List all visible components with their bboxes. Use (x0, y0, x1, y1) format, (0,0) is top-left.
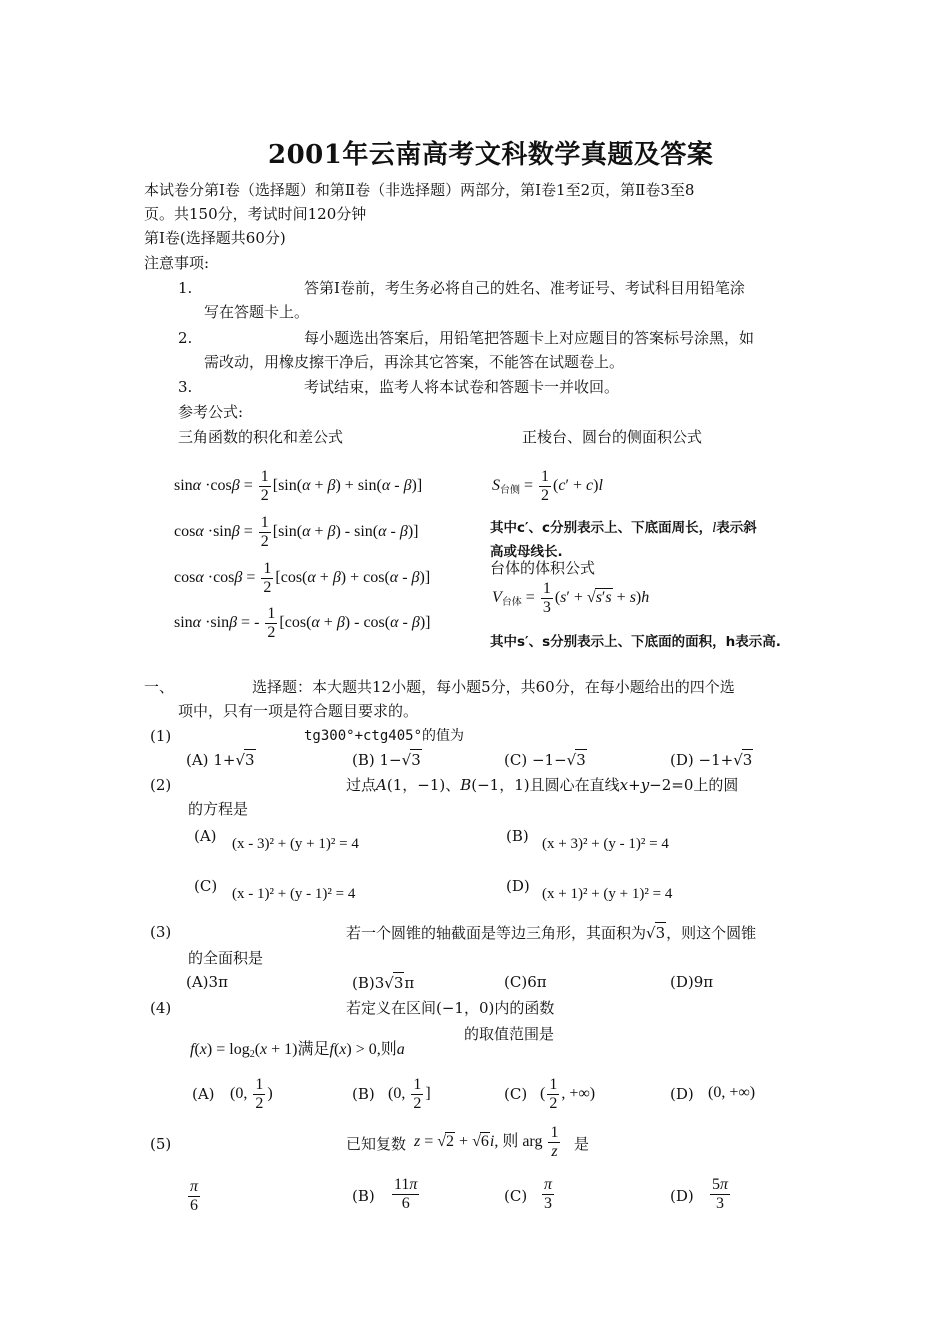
option-c-value: $\frac{\pi}{3}$ (544, 1176, 553, 1212)
side-area-subscript: 台侧 (500, 485, 520, 497)
stem-text: (−1，1)且圆心在直线 (471, 776, 620, 794)
var-y: y (640, 776, 650, 794)
option-a: (A) 1+√3 (186, 751, 255, 769)
volume-title: 台体的体积公式 (490, 559, 596, 577)
radicand: 3 (411, 751, 421, 769)
note-text: 考试结束，监考人将本试卷和答题卡一并收回。 (304, 378, 620, 396)
option-label: (B) (352, 1085, 375, 1103)
point-a: A (376, 776, 387, 794)
slant-symbol: l (712, 520, 717, 536)
option-b: (B)3√3π (352, 974, 415, 992)
option-text: 6π (527, 973, 547, 991)
option-b-value: $\frac{11\pi}{6}$ (394, 1176, 418, 1212)
question-stem (346, 775, 738, 795)
trig-formula-3: cosα ·cosβ = $\frac{1}{2}$ [cos(α + β) + cos(α - β)] (174, 560, 431, 596)
option-d-formula: (x + 1)² + (y + 1)² = 4 (542, 886, 673, 902)
option-b: (B) 1−√3 (352, 751, 421, 769)
var-x: x (619, 776, 629, 794)
question-number: (1) (150, 727, 172, 745)
option-label: (B) (506, 827, 529, 845)
side-area-note-2: 高或母线长. (490, 544, 563, 560)
option-label: (A) (194, 827, 217, 845)
option-c (504, 972, 547, 992)
part-instructions: 选择题：本大题共12小题，每小题5分，共60分，在每小题给出的四个选 (252, 678, 735, 696)
volume-formula: $V_{台体}$ = $\frac{1}{3}$ (s′ + √s′s + s)h (492, 580, 650, 616)
trig-formula-2: cosα ·sinβ = $\frac{1}{2}$ [sin(α + β) - sin(α - β)] (174, 514, 419, 550)
side-area-note-text: 表示斜 (716, 520, 757, 536)
option-b-formula: (x + 3)² + (y - 1)² = 4 (542, 836, 669, 852)
question-stem: 若一个圆锥的轴截面是等边三角形，其面积为√3，则这个圆锥 (346, 924, 757, 942)
option-a-formula: (x - 3)² + (y + 1)² = 4 (232, 836, 359, 852)
option-label: (C) (504, 1187, 528, 1205)
option-a-value: $\frac{\pi}{6}$ (190, 1178, 199, 1214)
volume-note: 其中s′、s分别表示上、下底面的面积，h表示高. (490, 634, 781, 650)
option-label: (B) (352, 1187, 375, 1205)
trig-formula-4: sinα ·sinβ = - $\frac{1}{2}$ [cos(α + β) - cos(α - β)] (174, 605, 431, 641)
note-text: 需改动，用橡皮擦干净后，再涂其它答案，不能答在试题卷上。 (204, 353, 625, 371)
side-area-note-text: 其中c′、c分别表示上、下底面周长， (490, 520, 713, 536)
point-b: B (460, 776, 472, 794)
radicand: 3 (655, 924, 666, 942)
option-text: 3π (208, 973, 228, 991)
option-label: (C) (194, 877, 218, 895)
function-condition: $f(x) = \log_2(x + 1)$满足f(x) > 0,则a (190, 1041, 405, 1060)
page-title: 2001年云南高考文科数学真题及答案 (268, 140, 714, 170)
question-stem: tg300°+ctg405°的值为 (304, 728, 465, 744)
option-c: (C) −1−√3 (504, 751, 586, 769)
option-a-interval: (0, $\frac{1}{2}$ ) (230, 1076, 273, 1112)
note-text: 答第Ⅰ卷前，考生务必将自己的姓名、准考证号、考试科目用铅笔涂 (304, 279, 745, 297)
notes-title: 注意事项: (144, 254, 210, 272)
option-label: (A) (186, 973, 209, 991)
intro-line-1: 本试卷分第Ⅰ卷（选择题）和第Ⅱ卷（非选择题）两部分，第Ⅰ卷1至2页，第Ⅱ卷3至8 (144, 181, 695, 199)
option-c-formula: (x - 1)² + (y - 1)² = 4 (232, 886, 356, 902)
option-text: 1+ (213, 751, 236, 769)
radicand: 3 (245, 751, 255, 769)
note-text: 每小题选出答案后，用铅笔把答题卡上对应题目的答案标号涂黑，如 (304, 329, 755, 347)
option-label: (C) (504, 1085, 528, 1103)
part-instructions-2: 项中，只有一项是符合题目要求的。 (178, 702, 419, 720)
question-stem-tail: 是 (574, 1135, 590, 1153)
note-number: 3. (178, 378, 193, 396)
question-stem: 若定义在区间(−1，0)内的函数 (346, 999, 555, 1017)
trig-formula-1: sinα ·cosβ = $\frac{1}{2}$ [sin(α + β) + sin(α - β)] (174, 468, 423, 504)
option-label: (D) (670, 751, 694, 769)
stem-text: 过点 (346, 776, 377, 794)
option-label: (A) (186, 751, 209, 769)
formula-ref-label: 参考公式: (178, 403, 244, 421)
question-stem-2: 的方程是 (188, 800, 249, 818)
option-label: (C) (504, 751, 528, 769)
question-number: (4) (150, 999, 172, 1017)
side-area-note (490, 516, 757, 537)
complex-number-formula: z = √2 + √6i, 则 arg $\frac{1}{z}$ (414, 1124, 559, 1160)
stem-text: (1，−1)、 (386, 776, 461, 794)
option-d (670, 972, 713, 992)
option-text: −1− (531, 751, 567, 769)
option-label: (C) (504, 973, 528, 991)
section-heading: 第Ⅰ卷(选择题共60分) (144, 229, 286, 247)
question-stem-tail: 的取值范围是 (464, 1025, 555, 1043)
side-area-formula: $S_{台侧}$ = $\frac{1}{2}$ (c′ + c)l (492, 468, 603, 504)
stem-text: ，则这个圆锥 (666, 924, 757, 942)
option-d: (D) −1+√3 (670, 751, 753, 769)
part-label: 一、 (144, 678, 175, 696)
option-a (186, 972, 228, 992)
frustum-title: 正棱台、圆台的侧面积公式 (522, 428, 703, 446)
option-label: (D) (670, 1187, 694, 1205)
question-number: (5) (150, 1135, 172, 1153)
volume-subscript: 台体 (501, 597, 522, 609)
intro-line-2: 页。共150分，考试时间120分钟 (144, 205, 367, 223)
note-text: 写在答题卡上。 (204, 303, 310, 321)
question-stem: 已知复数 (346, 1135, 407, 1153)
plus-sign: + (628, 776, 641, 794)
option-text: 3 (374, 974, 385, 992)
option-label: (A) (192, 1085, 215, 1103)
option-c-interval: ( $\frac{1}{2}$ , +∞) (540, 1076, 596, 1112)
option-text: −1+ (698, 751, 734, 769)
question-number: (3) (150, 923, 172, 941)
question-number: (2) (150, 776, 172, 794)
option-b-interval: (0, $\frac{1}{2}$ ] (388, 1076, 431, 1112)
option-label: (B) (352, 751, 375, 769)
option-label: (B) (352, 974, 375, 992)
option-d-value: $\frac{5\pi}{3}$ (712, 1176, 729, 1212)
question-stem-2: 的全面积是 (188, 949, 264, 967)
radicand: 3 (742, 751, 753, 769)
stem-text: −2=0上的圆 (649, 776, 739, 794)
radicand: 3 (393, 974, 404, 992)
option-label: (D) (670, 973, 694, 991)
pi-symbol: π (404, 974, 415, 992)
trig-title: 三角函数的积化和差公式 (178, 428, 344, 446)
note-number: 2. (178, 329, 193, 347)
stem-text: 若一个圆锥的轴截面是等边三角形，其面积为 (346, 924, 647, 942)
option-d-interval: (0, +∞) (708, 1084, 756, 1101)
option-text: 9π (693, 973, 714, 991)
radicand: 3 (576, 751, 586, 769)
option-text: 1− (379, 751, 402, 769)
option-label: (D) (670, 1085, 694, 1103)
note-number: 1. (178, 279, 193, 297)
option-label: (D) (506, 877, 530, 895)
